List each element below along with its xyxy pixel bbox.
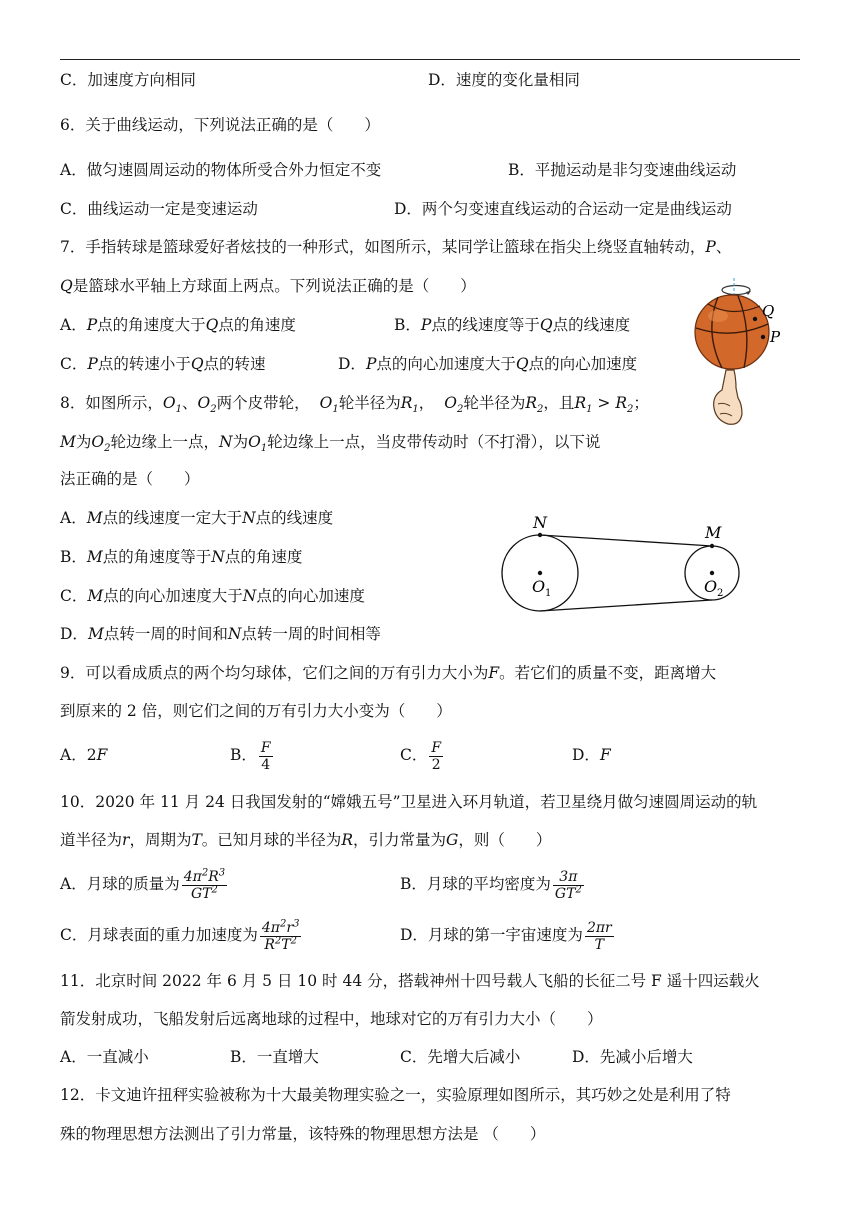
basketball-icon [695, 295, 769, 369]
q8-b-n: N [211, 548, 225, 566]
q8-r1: R [400, 394, 413, 412]
q7-b-q: Q [539, 316, 553, 334]
q11-option-d: D．先减小后增大 [572, 1048, 693, 1066]
q10-t: T [191, 831, 202, 849]
q8-gt: > [592, 394, 616, 412]
q8-r2c: R [615, 394, 627, 412]
q8-l2b: 轮边缘上一点， [110, 433, 219, 451]
center-o1-dot [538, 571, 542, 575]
q8-n: N [219, 433, 233, 451]
q10-t-b: ，周期为 [129, 831, 192, 849]
q7-option-a [60, 314, 296, 336]
q9-text-b: 。若它们的质量不变，距离增大 [499, 664, 717, 682]
q7-c-q: Q [190, 355, 204, 373]
q8-o2-sub: 2 [210, 404, 217, 416]
q9-option-d [572, 744, 611, 766]
q10-a-label: A．月球的质量为 [60, 875, 180, 893]
q10-t-a: 道半径为 [60, 831, 123, 849]
q8-o1b: O [319, 394, 333, 412]
q8-o2b-sub: 2 [456, 404, 464, 416]
q8-option-a [60, 507, 333, 529]
q10-b-label: B．月球的平均密度为 [400, 875, 551, 893]
q8-c-n: N [242, 587, 257, 605]
q12-stem-line2: 殊的物理思想方法测出了引力常量，该特殊的物理思想方法是 （ ） [60, 1125, 546, 1143]
q8-a-text2: 点的线速度 [255, 509, 334, 527]
q10-option-d [400, 913, 616, 957]
q8-c-m: M [87, 587, 104, 605]
q8-sep: 、 [181, 394, 198, 412]
q7-option-d [338, 353, 637, 375]
q10-c-fraction: $\frac{4\pi^2r^3}{R^2T^2}$ [261, 917, 300, 953]
q7-point-p: P [705, 238, 716, 256]
q8-l2a: 为 [75, 433, 92, 451]
q8-o1: O [162, 394, 176, 412]
q6-stem: 6．关于曲线运动，下列说法正确的是（ ） [60, 116, 380, 134]
q7-sep: 、 [715, 238, 732, 256]
q8-r2-sub: 2 [537, 404, 544, 416]
q10-stem-line1: 10．2020 年 11 月 24 日我国发射的“嫦娥五号”卫星进入环月轨道，若卫星绕月做匀速圆周运动的轨 [60, 793, 758, 811]
label-o2-sub: 2 [717, 588, 724, 599]
q8-comma: ， [418, 394, 435, 412]
rotation-arrowhead-icon [746, 291, 751, 295]
q10-option-a [60, 862, 229, 906]
q8-l2c: 为 [232, 433, 249, 451]
label-m: M [705, 523, 722, 542]
q8-o2c: O [91, 433, 105, 451]
q8-stem-line1 [60, 392, 649, 414]
q8-num: 8．如图所示， [60, 394, 163, 412]
q9-d-label: D． [572, 746, 600, 764]
q7-option-b [394, 314, 630, 336]
q8-r1-sub: 1 [412, 404, 419, 416]
q9-c-label: C． [400, 746, 428, 764]
label-o1: O [532, 577, 546, 596]
label-o2: O [704, 577, 718, 596]
q7-b-p: P [420, 316, 432, 334]
q5-option-c: C．加速度方向相同 [60, 71, 196, 89]
q8-d-text: 点转一周的时间和 [103, 625, 228, 643]
q8-r1c-sub: 1 [586, 404, 593, 416]
center-o2-dot [710, 571, 714, 575]
pulley-figure [495, 508, 755, 618]
q8-r1c: R [574, 394, 587, 412]
q6-option-a: A．做匀速圆周运动的物体所受合外力恒定不变 [60, 161, 382, 179]
q8-semi: ； [633, 394, 649, 412]
rotation-arrow-icon [722, 286, 750, 295]
q12-stem-line1: 12．卡文迪许扭秤实验被称为十大最美物理实验之一，实验原理如图所示，其巧妙之处是利用了特 [60, 1086, 731, 1104]
q10-g: G [446, 831, 459, 849]
q6-option-b: B．平抛运动是非匀变速曲线运动 [508, 161, 737, 179]
q8-two: 两个皮带轮， [216, 394, 310, 412]
q10-option-c [60, 913, 303, 957]
q7-c-p: P [87, 355, 98, 373]
q8-o1c-sub: 1 [260, 443, 268, 455]
q11-option-c: C．先增大后减小 [400, 1048, 521, 1066]
q7-c-text: 点的转速小于 [97, 355, 191, 373]
q10-d-fraction: $\frac{2\pi r}{T}$ [586, 919, 612, 953]
q6-option-c: C．曲线运动一定是变速运动 [60, 200, 258, 218]
q8-o1-sub: 1 [175, 404, 182, 416]
q8-r1-text: 轮半径为 [338, 394, 401, 412]
q9-d-f: F [599, 746, 611, 764]
q6-option-d: D．两个匀变速直线运动的合运动一定是曲线运动 [394, 200, 732, 218]
q8-l2d: 轮边缘上一点，当皮带传动时（不打滑），以下说 [267, 433, 601, 451]
q10-rr: R [341, 831, 353, 849]
q8-a-m: M [86, 509, 103, 527]
q7-a-q: Q [205, 316, 219, 334]
q8-c-label: C． [60, 587, 88, 605]
q8-c-text: 点的向心加速度大于 [103, 587, 243, 605]
q10-b-fraction: $\frac{3\pi}{GT^2}$ [554, 868, 582, 902]
q8-b-text2: 点的角速度 [224, 548, 303, 566]
q7-a-text: 点的角速度大于 [97, 316, 206, 334]
q8-o2b: O [444, 394, 457, 412]
q9-b-fraction: $\frac{F}{4}$ [260, 739, 271, 773]
q11-option-a: A．一直减小 [60, 1048, 149, 1066]
q9-option-c [400, 734, 445, 776]
q7-stem-text2: 是篮球水平轴上方球面上两点。下列说法正确的是（ ） [72, 277, 476, 295]
q9-f: F [488, 664, 500, 682]
q10-a-fraction: $\frac{4\pi^2R^3}{GT^2}$ [183, 866, 226, 902]
q7-c-label: C． [60, 355, 88, 373]
q11-stem-line2: 箭发射成功，飞船发射后远离地球的过程中，地球对它的万有引力大小（ ） [60, 1010, 603, 1028]
q8-o1c: O [248, 433, 261, 451]
q7-option-c [60, 353, 266, 375]
point-p-dot [761, 335, 765, 339]
point-q-label: Q [762, 302, 775, 320]
q7-a-p: P [86, 316, 98, 334]
q10-t-c: 。已知月球的半径为 [201, 831, 342, 849]
q8-stem-line3: 法正确的是（ ） [60, 470, 200, 488]
q9-stem-line2: 到原来的 2 倍，则它们之间的万有引力大小变为（ ） [60, 702, 452, 720]
q8-d-n: N [227, 625, 242, 643]
label-n: N [533, 513, 547, 532]
q7-a-text2: 点的角速度 [218, 316, 296, 334]
q8-d-label: D． [60, 625, 88, 643]
q7-stem-line2 [60, 275, 476, 297]
q10-d-label: D．月球的第一宇宙速度为 [400, 926, 583, 944]
q8-o2: O [197, 394, 211, 412]
q8-o2c-sub: 2 [104, 443, 111, 455]
q8-stem-line2 [60, 431, 600, 453]
point-m-dot [710, 544, 714, 548]
q7-b-label: B． [394, 316, 421, 334]
q9-a-f: F [96, 746, 108, 764]
q8-option-d [60, 623, 381, 645]
basketball-figure [688, 278, 796, 438]
q7-c-text2: 点的转速 [203, 355, 266, 373]
q9-stem-line1 [60, 662, 716, 684]
q8-option-b [60, 546, 302, 568]
q8-r2c-sub: 2 [627, 404, 634, 416]
q5-option-d: D．速度的变化量相同 [428, 71, 580, 89]
q8-a-text: 点的线速度一定大于 [102, 509, 243, 527]
q8-option-c [60, 585, 365, 607]
q7-b-text2: 点的线速度 [552, 316, 631, 334]
q8-m: M [60, 433, 76, 451]
q7-stem-text: 手指转球是篮球爱好者炫技的一种形式，如图所示，某同学让篮球在指尖上绕竖直轴转动， [85, 238, 706, 256]
q10-r: r [122, 831, 130, 849]
q7-d-text2: 点的向心加速度 [528, 355, 638, 373]
q7-stem-line1 [60, 236, 731, 258]
point-n-dot [538, 533, 542, 537]
q10-c-label: C．月球表面的重力加速度为 [60, 926, 258, 944]
q8-d-text2: 点转一周的时间相等 [241, 625, 381, 643]
q8-b-m: M [86, 548, 103, 566]
q8-b-label: B． [60, 548, 87, 566]
q9-c-fraction: $\frac{F}{2}$ [431, 739, 442, 773]
q10-t-e: ，则（ ） [458, 831, 552, 849]
q10-option-b [400, 862, 586, 906]
q8-o1b-sub: 1 [332, 404, 339, 416]
q11-stem-line1: 11．北京时间 2022 年 6 月 5 日 10 时 44 分，搭载神州十四号载人飞船的长征二号 F 遥十四运载火 [60, 972, 760, 990]
header-rule [60, 59, 800, 60]
q7-point-q: Q [60, 277, 73, 295]
q9-option-a [60, 744, 107, 766]
q8-r2: R [525, 394, 538, 412]
q7-number: 7． [60, 238, 86, 256]
q9-a-label: A．2 [60, 746, 97, 764]
q9-b-label: B． [230, 746, 257, 764]
q9-text-a: 9．可以看成质点的两个均匀球体，它们之间的万有引力大小为 [60, 664, 489, 682]
q7-d-text: 点的向心加速度大于 [376, 355, 516, 373]
q8-a-label: A． [60, 509, 87, 527]
q10-stem-line2 [60, 829, 551, 851]
q8-r2-text: 轮半径为 [463, 394, 526, 412]
point-p-label: P [770, 328, 781, 346]
q7-a-label: A． [60, 316, 87, 334]
point-q-dot [753, 317, 757, 321]
q10-t-d: ，引力常量为 [352, 831, 446, 849]
q9-option-b [230, 734, 275, 776]
q11-option-b: B．一直增大 [230, 1048, 319, 1066]
finger-hand-icon [714, 370, 742, 424]
q8-c-text2: 点的向心加速度 [256, 587, 365, 605]
q8-b-text: 点的角速度等于 [102, 548, 212, 566]
q8-d-m: M [87, 625, 104, 643]
q8-and: ，且 [543, 394, 575, 412]
q8-a-n: N [242, 509, 256, 527]
q7-d-p: P [365, 355, 377, 373]
q7-d-label: D． [338, 355, 366, 373]
label-o1-sub: 1 [545, 588, 552, 599]
q7-b-text: 点的线速度等于 [431, 316, 540, 334]
q7-d-q: Q [515, 355, 529, 373]
